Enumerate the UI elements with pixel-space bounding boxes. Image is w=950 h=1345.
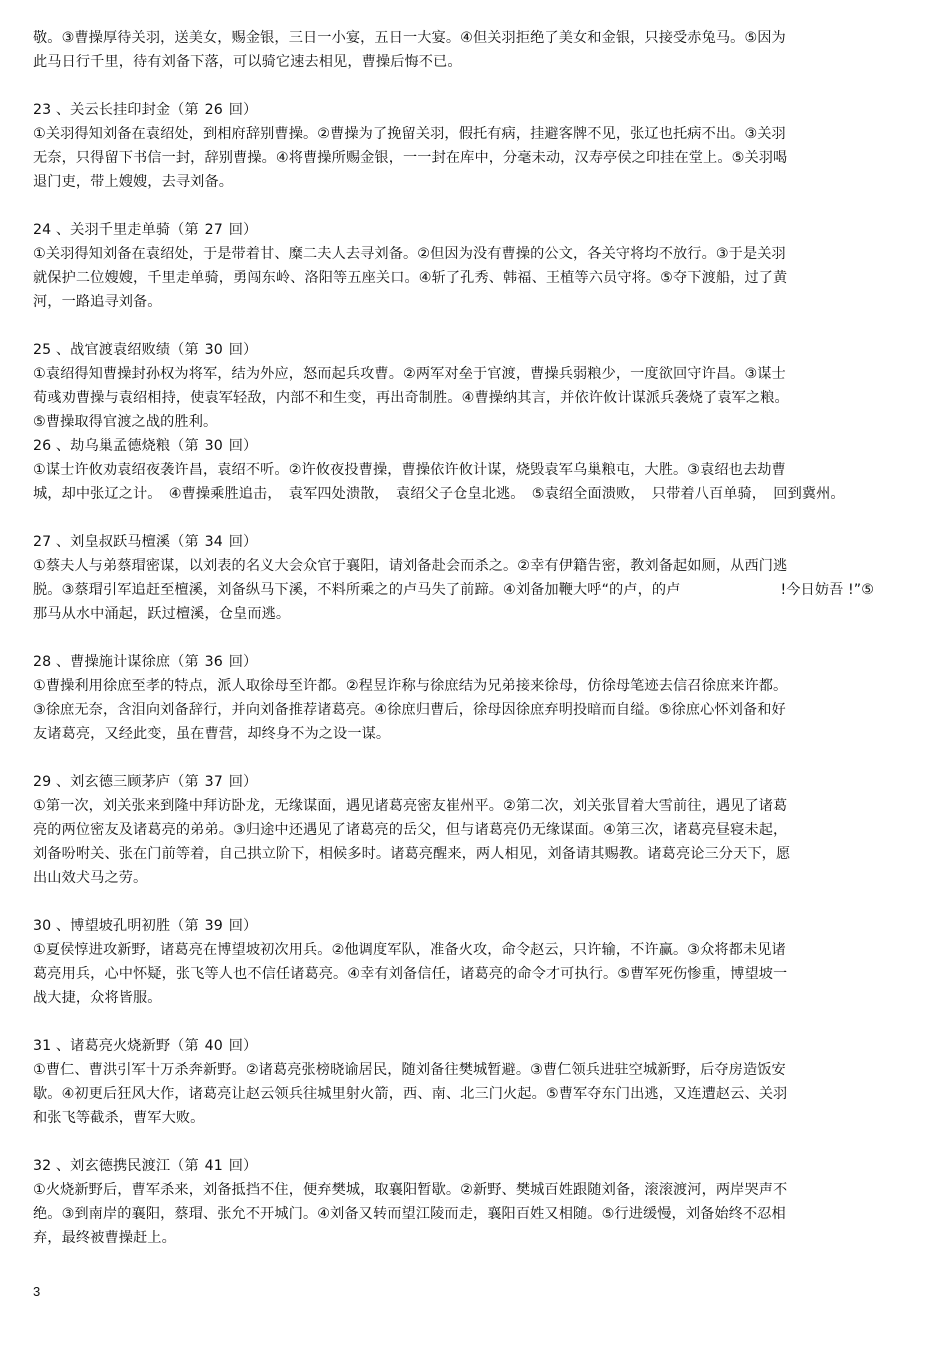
section-title-suffix: 回） [228, 918, 258, 934]
text-line: 脱。③蔡瑁引军追赶至檀溪，刘备纵马下溪，不料所乘之的卢马失了前蹄。④刘备加鞭大呼“的卢，的卢 !今日妨吾 !”⑤ [33, 582, 875, 598]
text-line: 歇。④初更后狂风大作，诸葛亮让赵云领兵往城里射火箭，西、南、北三门火起。⑤曹军夺东门出逃，又连遭赵云、关羽 [33, 1086, 788, 1102]
text-line: 退门吏，带上嫂嫂，去寻刘备。 [33, 174, 234, 190]
chapter-section [33, 650, 913, 746]
chapter-section [33, 1154, 913, 1250]
text-line: 刘备吩咐关、张在门前等着，自己拱立阶下，相候多时。诸葛亮醒来，两人相见，刘备请其赐教。诸葛亮论三分天下，愿 [33, 846, 791, 862]
section-title-suffix: 回） [228, 342, 258, 358]
section-title-suffix: 回） [228, 534, 258, 550]
section-title [33, 770, 913, 794]
section-spacer [33, 1130, 913, 1154]
section-title-suffix: 回） [228, 1158, 258, 1174]
text-line: 敬。③曹操厚待关羽，送美女，赐金银，三日一小宴，五日一大宴。④但关羽拒绝了美女和金银，只接受赤兔马。⑤因为 [33, 30, 786, 46]
page-number: 3 [33, 1284, 41, 1299]
section-spacer [33, 626, 913, 650]
section-spacer [33, 194, 913, 218]
text-line: 友诸葛亮，又经此变，虽在曹营，却终身不为之设一谋。 [33, 726, 391, 742]
chapter-section [33, 434, 913, 506]
text-line: ①蔡夫人与弟蔡瑁密谋，以刘表的名义大会众官于襄阳，请刘备赴会而杀之。②幸有伊籍告密，教刘备起如厕，从西门逃 [33, 558, 788, 574]
section-title [33, 434, 913, 458]
text-line: 弃，最终被曹操赶上。 [33, 1230, 176, 1246]
section-title-suffix: 回） [228, 1038, 258, 1054]
chapter-section [33, 530, 913, 626]
section-title-suffix: 回） [228, 222, 258, 238]
section-spacer [33, 1010, 913, 1034]
section-title [33, 530, 913, 554]
section-spacer [33, 314, 913, 338]
text-line: 绝。③到南岸的襄阳，蔡瑁、张允不开城门。④刘备又转而望江陵而走，襄阳百姓又相随。⑤行进缓慢，刘备始终不忍相 [33, 1206, 786, 1222]
episode-number: 39 [204, 918, 223, 934]
section-title [33, 650, 913, 674]
text-line: ③徐庶无奈，含泪向刘备辞行，并向刘备推荐诸葛亮。④徐庶归曹后，徐母因徐庶弃明投暗而自缢。⑤徐庶心怀刘备和好 [33, 702, 786, 718]
text-line: 就保护二位嫂嫂，千里走单骑，勇闯东岭、洛阳等五座关口。④斩了孔秀、韩福、王植等六员守将。⑤夺下渡船，过了黄 [33, 270, 788, 286]
episode-number: 41 [204, 1158, 223, 1174]
episode-number: 37 [204, 774, 223, 790]
text-line: 亮的两位密友及诸葛亮的弟弟。③归途中还遇见了诸葛亮的岳父，但与诸葛亮仍无缘谋面。④第三次，诸葛亮昼寝未起， [33, 822, 788, 838]
section-title-text: 24 、关羽千里走单骑（第 [33, 222, 199, 238]
episode-number: 26 [204, 102, 223, 118]
episode-number: 30 [204, 438, 223, 454]
section-spacer [33, 74, 913, 98]
text-line: ①关羽得知刘备在袁绍处，于是带着甘、糜二夫人去寻刘备。②但因为没有曹操的公文，各关守将均不放行。③于是关羽 [33, 246, 786, 262]
text-line: 河，一路追寻刘备。 [33, 294, 162, 310]
sections-list [33, 74, 913, 1250]
episode-number: 40 [204, 1038, 223, 1054]
section-spacer [33, 746, 913, 770]
section-title [33, 1034, 913, 1058]
section-spacer [33, 890, 913, 914]
text-line: 出山效犬马之劳。 [33, 870, 148, 886]
chapter-section [33, 914, 913, 1010]
text-line: 和张飞等截杀，曹军大败。 [33, 1110, 205, 1126]
text-line: ①曹操利用徐庶至孝的特点，派人取徐母至许都。②程昱诈称与徐庶结为兄弟接来徐母，仿徐母笔迹去信召徐庶来许都。 [33, 678, 788, 694]
text-line: ⑤曹操取得官渡之战的胜利。 [33, 414, 218, 430]
chapter-section [33, 770, 913, 890]
text-line: ①夏侯惇进攻新野，诸葛亮在博望坡初次用兵。②他调度军队，准备火攻，命令赵云，只许输，不许赢。③众将都未见诸 [33, 942, 786, 958]
section-title [33, 1154, 913, 1178]
text-line: 葛亮用兵，心中怀疑，张飞等人也不信任诸葛亮。④幸有刘备信任，诸葛亮的命令才可执行。⑤曹军死伤惨重，博望坡一 [33, 966, 788, 982]
chapter-section [33, 338, 913, 434]
section-title [33, 914, 913, 938]
intro-paragraph [33, 26, 913, 74]
section-title [33, 338, 913, 362]
section-title-text: 27 、刘皇叔跃马檀溪（第 [33, 534, 199, 550]
section-title-text: 25 、战官渡袁绍败绩（第 [33, 342, 199, 358]
text-line: 无奈，只得留下书信一封，辞别曹操。④将曹操所赐金银，一一封在库中，分毫未动，汉寿亭侯之印挂在堂上。⑤关羽喝 [33, 150, 788, 166]
section-title-text: 28 、曹操施计谋徐庶（第 [33, 654, 199, 670]
episode-number: 30 [204, 342, 223, 358]
episode-number: 34 [204, 534, 223, 550]
text-line: 荀彧劝曹操与袁绍相持，使袁军轻敌，内部不和生变，再出奇制胜。④曹操纳其言，并依许攸计谋派兵袭烧了袁军之粮。 [33, 390, 789, 406]
section-title-text: 26 、劫乌巢孟德烧粮（第 [33, 438, 199, 454]
section-title-text: 32 、刘玄德携民渡江（第 [33, 1158, 199, 1174]
text-line: ①火烧新野后，曹军杀来，刘备抵挡不住，便弃樊城，取襄阳暂歇。②新野、樊城百姓跟随刘备，滚滚渡河，两岸哭声不 [33, 1182, 788, 1198]
section-title [33, 218, 913, 242]
text-line: 此马日行千里，待有刘备下落，可以骑它速去相见，曹操后悔不已。 [33, 54, 462, 70]
section-title-suffix: 回） [228, 102, 258, 118]
text-line: 那马从水中涌起，跃过檀溪，仓皇而逃。 [33, 606, 291, 622]
document-page [33, 26, 913, 1250]
section-title-text: 31 、诸葛亮火烧新野（第 [33, 1038, 199, 1054]
chapter-section [33, 98, 913, 194]
chapter-section [33, 1034, 913, 1130]
section-title-suffix: 回） [228, 438, 258, 454]
episode-number: 27 [204, 222, 223, 238]
section-spacer [33, 506, 913, 530]
text-line: ①关羽得知刘备在袁绍处，到相府辞别曹操。②曹操为了挽留关羽，假托有病，挂避客牌不见，张辽也托病不出。③关羽 [33, 126, 786, 142]
section-title-suffix: 回） [228, 774, 258, 790]
section-title-text: 29 、刘玄德三顾茅庐（第 [33, 774, 199, 790]
text-line: ①曹仁、曹洪引军十万杀奔新野。②诸葛亮张榜晓谕居民，随刘备往樊城暂避。③曹仁领兵进驻空城新野，后夺房造饭安 [33, 1062, 786, 1078]
text-line: ①第一次，刘关张来到隆中拜访卧龙，无缘谋面，遇见诸葛亮密友崔州平。②第二次，刘关张冒着大雪前往，遇见了诸葛 [33, 798, 788, 814]
text-line: ①袁绍得知曹操封孙权为将军，结为外应，怒而起兵攻曹。②两军对垒于官渡，曹操兵弱粮少，一度欲回守许昌。③谋士 [33, 366, 786, 382]
section-title [33, 98, 913, 122]
section-title-text: 23 、关云长挂印封金（第 [33, 102, 199, 118]
section-title-suffix: 回） [228, 654, 258, 670]
episode-number: 36 [204, 654, 223, 670]
chapter-section [33, 218, 913, 314]
text-line: ①谋士许攸劝袁绍夜袭许昌，袁绍不听。②许攸夜投曹操，曹操依许攸计谋，烧毁袁军乌巢粮屯，大胜。③袁绍也去劫曹 [33, 462, 786, 478]
section-title-text: 30 、博望坡孔明初胜（第 [33, 918, 199, 934]
text-line: 城，却中张辽之计。 ④曹操乘胜追击， 袁军四处溃散， 袁绍父子仓皇北逃。 ⑤袁绍全面溃败， 只带着八百单骑， 回到冀州。 [33, 486, 845, 502]
text-line: 战大捷，众将皆服。 [33, 990, 162, 1006]
